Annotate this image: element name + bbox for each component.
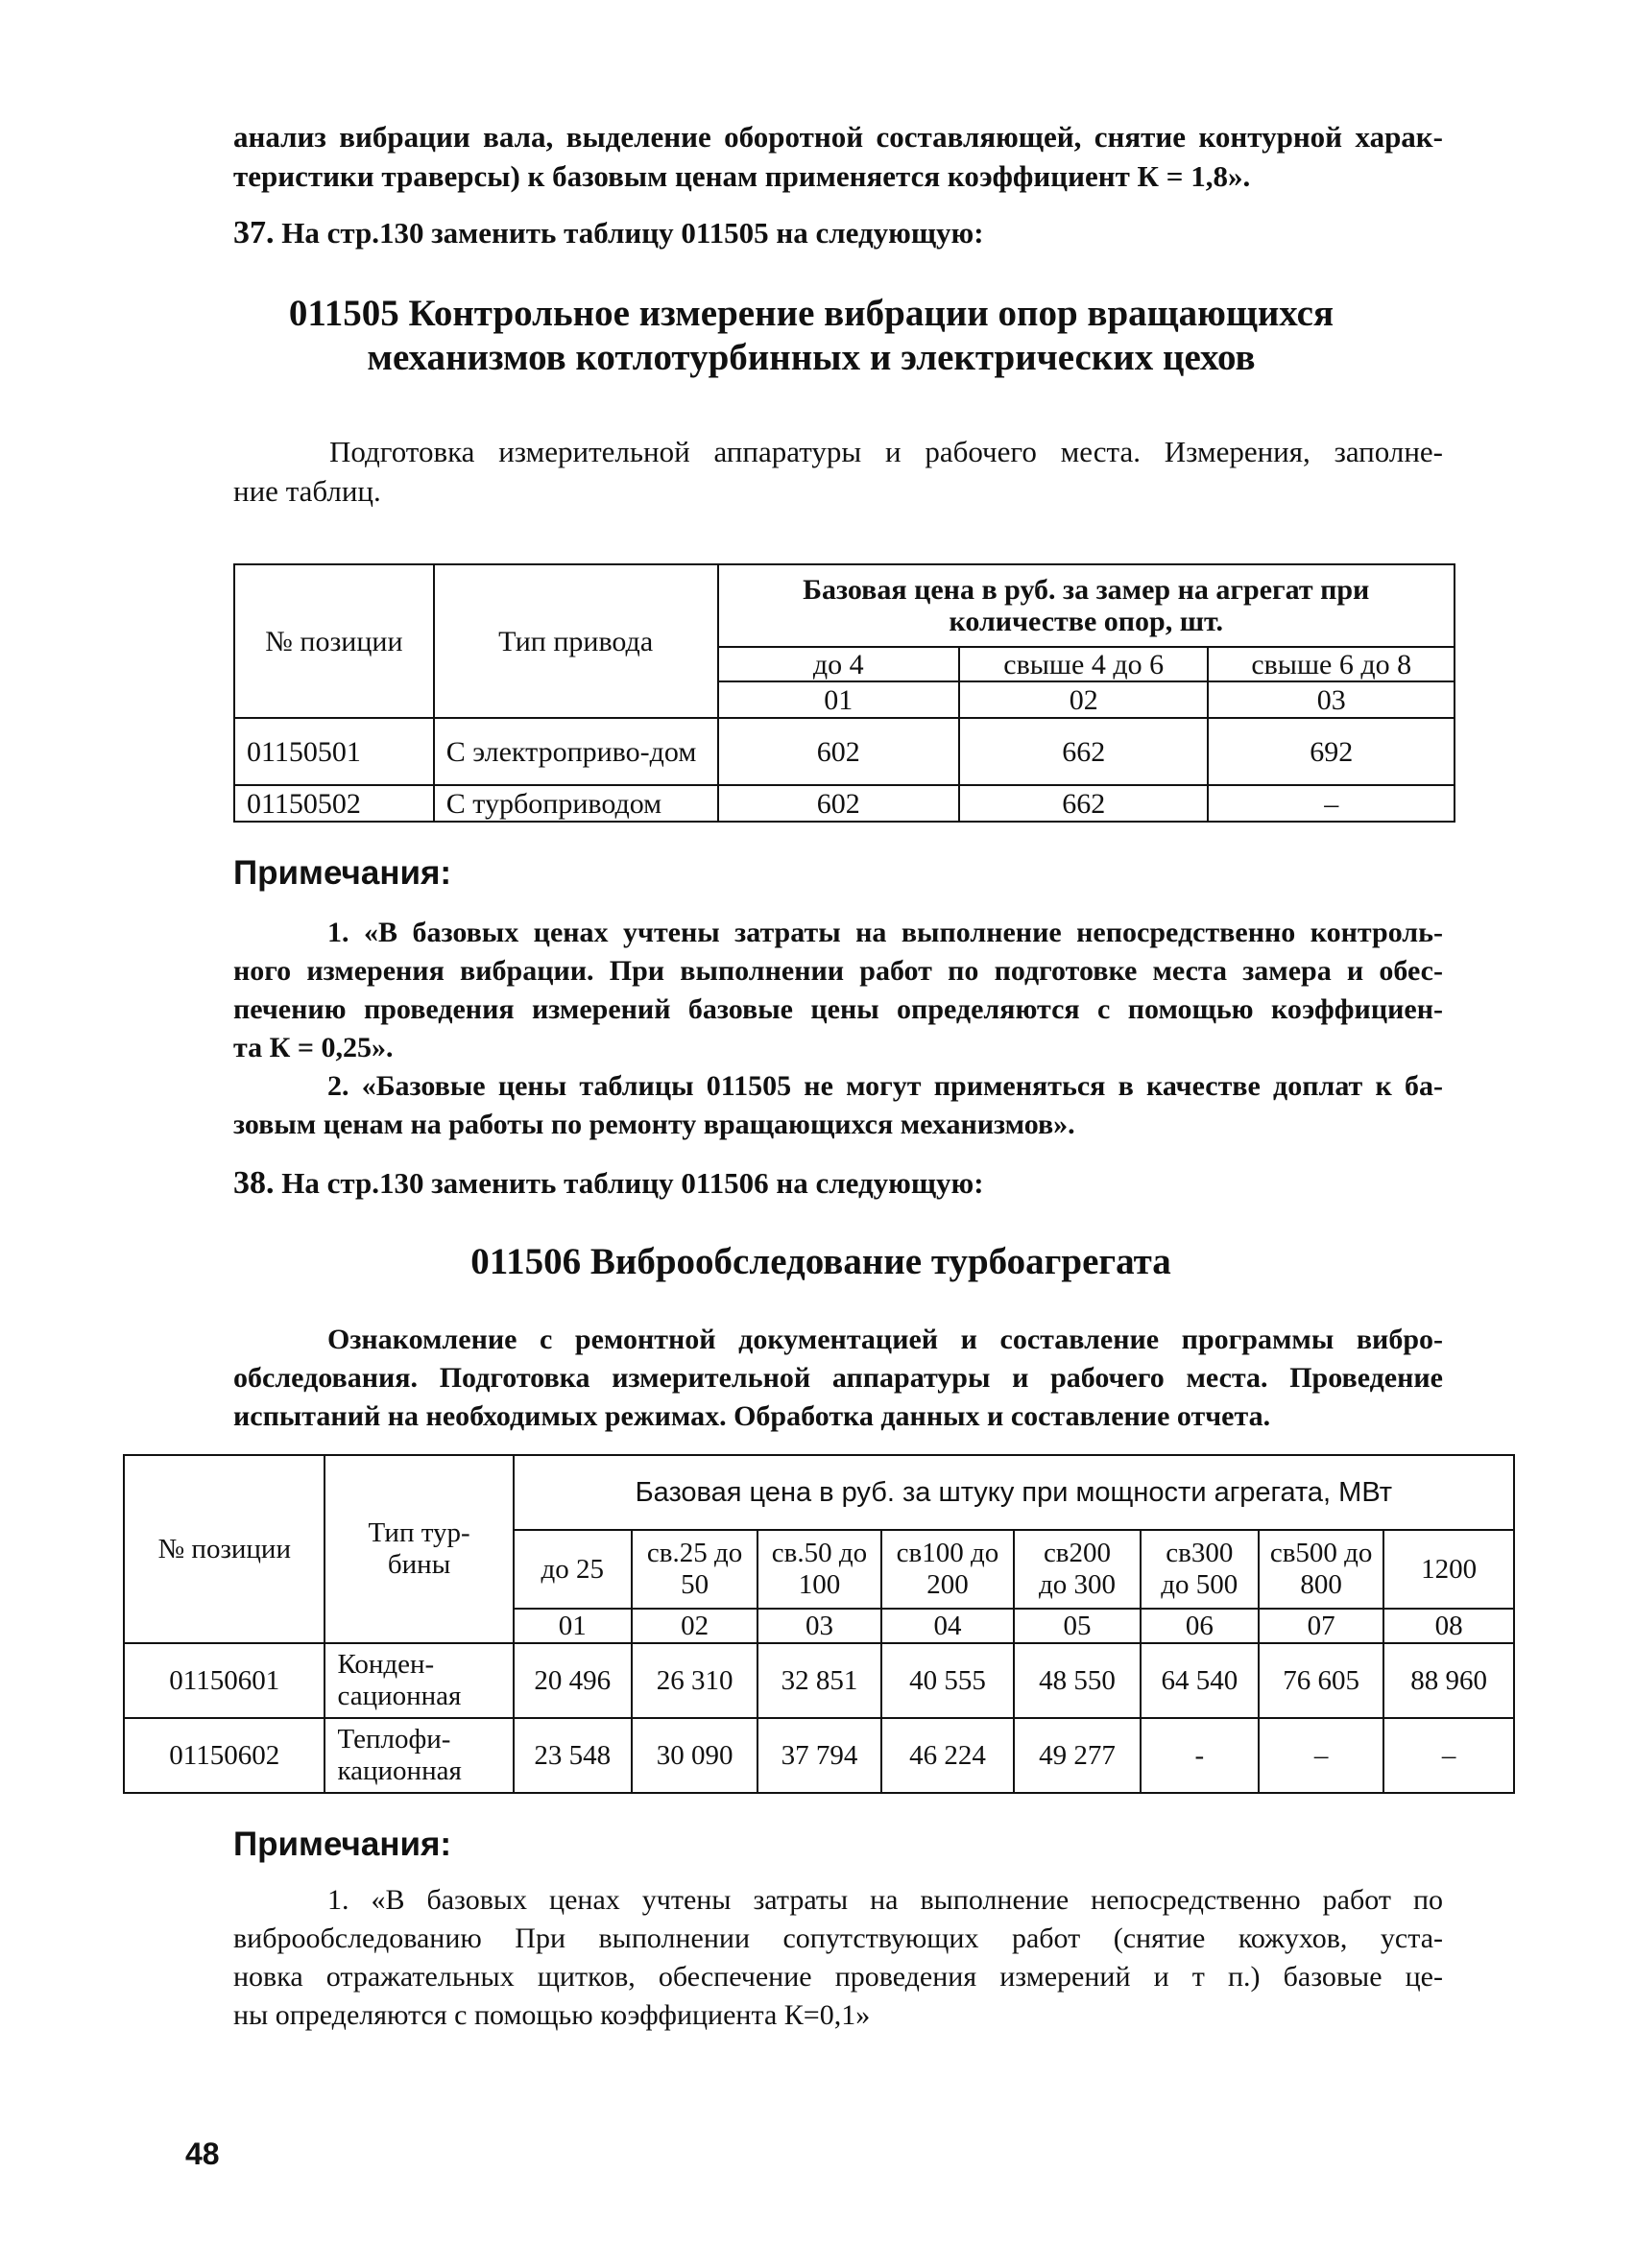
section-011505-description [233, 432, 1443, 511]
section-011505-title-line: механизмов котлотурбинных и электрических цехов [367, 337, 1256, 378]
table-row [124, 1643, 1514, 1718]
description-line: Подготовка измерительной аппаратуры и рабочего места. Измерения, заполне- [329, 435, 1443, 468]
item-38 [233, 1163, 1443, 1203]
note-line: та К = 0,25». [233, 1032, 394, 1063]
value-cell: 602 [718, 718, 959, 785]
subheader-cell: св300 до 500 [1141, 1530, 1259, 1609]
code-cell: 01 [514, 1609, 632, 1643]
header-drive-type: Тип привода [434, 564, 718, 718]
value-cell: 26 310 [632, 1643, 757, 1718]
note-line: новка отражательных щитков, обеспечение проведения измерений и т п.) базовые це- [233, 1961, 1443, 1993]
section-011506-description [233, 1321, 1443, 1436]
intro-paragraph [233, 117, 1443, 196]
value-cell: 40 555 [881, 1643, 1015, 1718]
item-38-text: На стр.130 заменить таблицу 011506 на следующую: [281, 1166, 984, 1200]
code-cell: 05 [1014, 1609, 1140, 1643]
table-011505 [233, 563, 1455, 823]
table-row [124, 1718, 1514, 1793]
section-011506-title: 011506 Виброобследование турбоагрегата [470, 1241, 1171, 1282]
value-cell: 20 496 [514, 1643, 632, 1718]
drive-cell: С электроприво-дом [434, 718, 718, 785]
note-line: зовым ценам на работы по ремонту вращающихся механизмов». [233, 1109, 1075, 1140]
section-011505-note-2 [233, 1067, 1443, 1144]
value-cell: 23 548 [514, 1718, 632, 1793]
section-011505-title-line: 011505 Контрольное измерение вибрации опор вращающихся [288, 293, 1334, 334]
section-011506-note-1 [233, 1881, 1443, 2035]
note-line: 1. «В базовых ценах учтены затраты на выполнение непосредственно работ по [327, 1884, 1443, 1916]
subheader-cell: св.25 до 50 [632, 1530, 757, 1609]
subheader-cell: св200 до 300 [1014, 1530, 1140, 1609]
value-cell: – [1208, 785, 1455, 822]
item-38-number: 38. [233, 1165, 275, 1201]
value-cell: 662 [959, 785, 1209, 822]
section-011505-note-1 [233, 914, 1443, 1067]
code-cell: 03 [757, 1609, 880, 1643]
position-cell: 01150501 [234, 718, 434, 785]
table-row [234, 785, 1455, 822]
header-position: № позиции [124, 1455, 325, 1643]
value-cell: 46 224 [881, 1718, 1015, 1793]
value-cell: 30 090 [632, 1718, 757, 1793]
position-cell: 01150601 [124, 1643, 325, 1718]
intro-line: анализ вибрации вала, выделение оборотной составляющей, снятие контурной харак- [233, 120, 1443, 154]
value-cell: – [1259, 1718, 1383, 1793]
header-turbine-type: Тип тур-бины [325, 1455, 513, 1643]
header-base-price: Базовая цена в руб. за штуку при мощности агрегата, МВт [514, 1455, 1514, 1530]
table-row [234, 718, 1455, 785]
value-cell: 48 550 [1014, 1643, 1140, 1718]
header-position: № позиции [234, 564, 434, 718]
description-line: ние таблиц. [233, 474, 381, 508]
subheader-cell: до 25 [514, 1530, 632, 1609]
note-line: виброобследованию При выполнении сопутствующих работ (снятие кожухов, уста- [233, 1922, 1443, 1954]
drive-cell: С турбоприводом [434, 785, 718, 822]
value-cell: 32 851 [757, 1643, 880, 1718]
item-37-number: 37. [233, 215, 275, 251]
page-number: 48 [185, 2137, 220, 2171]
section-011505-title [192, 292, 1431, 380]
code-cell: 06 [1141, 1609, 1259, 1643]
position-cell: 01150602 [124, 1718, 325, 1793]
code-cell: 02 [959, 681, 1209, 718]
subheader-cell: 1200 [1383, 1530, 1514, 1609]
note-line: печению проведения измерений базовые цены определяются с помощью коэффициен- [233, 993, 1443, 1025]
code-cell: 01 [718, 681, 959, 718]
value-cell: 88 960 [1383, 1643, 1514, 1718]
code-cell: 04 [881, 1609, 1015, 1643]
value-cell: 49 277 [1014, 1718, 1140, 1793]
subheader-cell: св500 до 800 [1259, 1530, 1383, 1609]
position-cell: 01150502 [234, 785, 434, 822]
note-line: ны определяются с помощью коэффициента К=0,1» [233, 1999, 871, 2031]
intro-line: теристики траверсы) к базовым ценам применяется коэффициент К = 1,8». [233, 159, 1251, 193]
subheader-cell: до 4 [718, 647, 959, 681]
value-cell: - [1141, 1718, 1259, 1793]
note-line: 1. «В базовых ценах учтены затраты на выполнение непосредственно контроль- [327, 917, 1443, 948]
turbine-cell: Конден-сационная [325, 1643, 513, 1718]
table-011506 [123, 1454, 1515, 1794]
turbine-cell: Теплофи-кационная [325, 1718, 513, 1793]
note-line: 2. «Базовые цены таблицы 011505 не могут применяться в качестве доплат к ба- [327, 1070, 1443, 1102]
header-base-price: Базовая цена в руб. за замер на агрегат при количестве опор, шт. [718, 564, 1455, 647]
code-cell: 08 [1383, 1609, 1514, 1643]
subheader-cell: свыше 6 до 8 [1208, 647, 1455, 681]
item-37 [233, 213, 1443, 252]
description-line: испытаний на необходимых режимах. Обработка данных и составление отчета. [233, 1400, 1271, 1432]
value-cell: 64 540 [1141, 1643, 1259, 1718]
subheader-cell: свыше 4 до 6 [959, 647, 1209, 681]
note-line: ного измерения вибрации. При выполнении работ по подготовке места замера и обес- [233, 955, 1443, 987]
code-cell: 07 [1259, 1609, 1383, 1643]
value-cell: 76 605 [1259, 1643, 1383, 1718]
value-cell: 662 [959, 718, 1209, 785]
notes-title: Примечания: [233, 854, 452, 892]
subheader-cell: св100 до 200 [881, 1530, 1015, 1609]
subheader-cell: св.50 до 100 [757, 1530, 880, 1609]
description-line: обследования. Подготовка измерительной аппаратуры и рабочего места. Проведение [233, 1362, 1443, 1394]
value-cell: – [1383, 1718, 1514, 1793]
value-cell: 37 794 [757, 1718, 880, 1793]
value-cell: 692 [1208, 718, 1455, 785]
description-line: Ознакомление с ремонтной документацией и составление программы вибро- [327, 1324, 1443, 1355]
code-cell: 02 [632, 1609, 757, 1643]
code-cell: 03 [1208, 681, 1455, 718]
value-cell: 602 [718, 785, 959, 822]
notes-title: Примечания: [233, 1826, 452, 1863]
item-37-text: На стр.130 заменить таблицу 011505 на следующую: [281, 216, 984, 250]
